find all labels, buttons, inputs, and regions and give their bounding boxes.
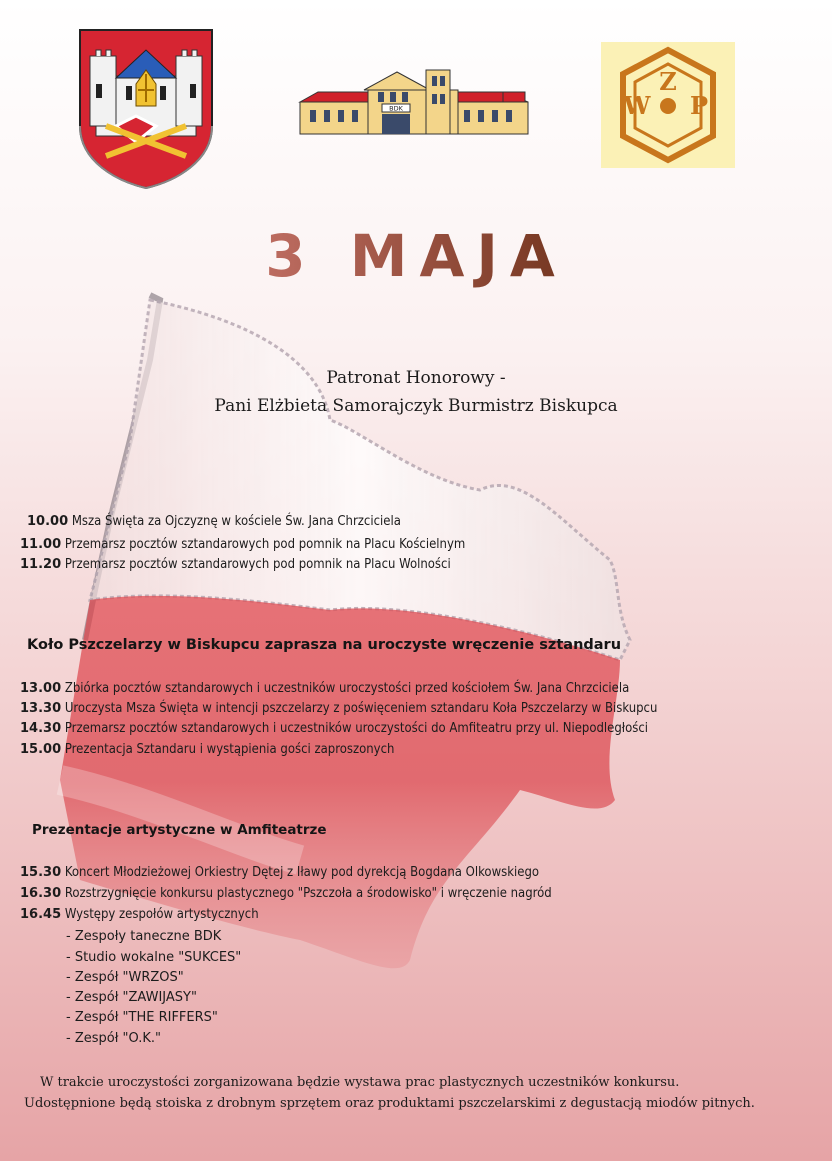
section-heading-amphitheatre: Prezentacje artystyczne w Amfiteatrze xyxy=(32,822,327,838)
schedule-text: Przemarsz pocztów sztandarowych pod pomnik na Placu Kościelnym xyxy=(64,537,466,552)
schedule-item xyxy=(27,514,401,529)
schedule-time: 16.30 xyxy=(20,886,62,901)
schedule-text: Koncert Młodzieżowej Orkiestry Dętej z Iławy pod dyrekcją Bogdana Olkowskiego xyxy=(64,865,540,880)
performer-item: - Zespół "THE RIFFERS" xyxy=(66,1010,218,1025)
schedule-time: 11.00 xyxy=(20,537,62,552)
patron-heading: Patronat Honorowy - xyxy=(326,368,506,388)
schedule-time: 13.00 xyxy=(20,681,62,696)
performer-item: - Zespoły taneczne BDK xyxy=(66,929,222,944)
performer-item: - Zespół "WRZOS" xyxy=(66,970,184,985)
schedule-time: 11.20 xyxy=(20,557,62,572)
schedule-time: 16.45 xyxy=(20,907,62,922)
footer-note-stands: Udostępnione będą stoiska z drobnym sprzętem oraz produktami pszczelarskimi z degustacją miodów pitnych. xyxy=(24,1096,755,1111)
wzp-letter-z: Z xyxy=(659,67,677,96)
schedule-time: 13.30 xyxy=(20,701,62,716)
schedule-time: 10.00 xyxy=(27,514,69,529)
schedule-item xyxy=(20,907,259,922)
schedule-item xyxy=(20,557,451,572)
schedule-text: Przemarsz pocztów sztandarowych i uczestników uroczystości do Amfiteatru przy ul. Niepodległości xyxy=(64,721,649,736)
wzp-beekeepers-logo xyxy=(601,42,735,168)
schedule-item xyxy=(20,865,539,880)
schedule-time: 15.00 xyxy=(20,742,62,757)
schedule-text: Występy zespołów artystycznych xyxy=(64,907,259,922)
bdk-building-logo xyxy=(298,62,530,136)
section-heading-beekeepers: Koło Pszczelarzy w Biskupcu zaprasza na uroczyste wręczenie sztandaru xyxy=(27,637,622,653)
schedule-text: Prezentacja Sztandaru i wystąpienia gości zaproszonych xyxy=(64,742,395,757)
schedule-item xyxy=(20,681,629,696)
wzp-logo-graphic xyxy=(601,42,735,168)
patron-name: Pani Elżbieta Samorajczyk Burmistrz Biskupca xyxy=(214,396,618,416)
performer-item: - Studio wokalne "SUKCES" xyxy=(66,950,242,965)
schedule-text: Rozstrzygnięcie konkursu plastycznego "Pszczoła a środowisko" i wręczenie nagród xyxy=(64,886,552,901)
coat-of-arms-logo xyxy=(76,26,216,190)
schedule-text: Zbiórka pocztów sztandarowych i uczestników uroczystości przed kościołem Św. Jana Chrzciciela xyxy=(64,681,630,696)
page-title: 3 MAJA xyxy=(0,222,832,290)
wzp-letter-p: P xyxy=(689,91,709,120)
footer-note-exhibition: W trakcie uroczystości zorganizowana będzie wystawa prac plastycznych uczestników konkursu. xyxy=(40,1075,680,1090)
schedule-time: 14.30 xyxy=(20,721,62,736)
schedule-item xyxy=(20,537,465,552)
schedule-text: Uroczysta Msza Święta w intencji pszczelarzy z poświęceniem sztandaru Koła Pszczelarzy w Biskupcu xyxy=(64,701,658,716)
performer-item: - Zespół "ZAWIJASY" xyxy=(66,990,197,1005)
schedule-item xyxy=(20,721,648,736)
schedule-item xyxy=(20,886,552,901)
wzp-letter-w: W xyxy=(623,91,651,120)
performer-item: - Zespół "O.K." xyxy=(66,1031,161,1046)
schedule-text: Przemarsz pocztów sztandarowych pod pomnik na Placu Wolności xyxy=(64,557,451,572)
schedule-text: Msza Święta za Ojczyznę w kościele Św. Jana Chrzciciela xyxy=(71,514,401,529)
schedule-item xyxy=(20,701,657,716)
schedule-item xyxy=(20,742,394,757)
schedule-time: 15.30 xyxy=(20,865,62,880)
bdk-sign-text: BDK xyxy=(389,104,403,113)
